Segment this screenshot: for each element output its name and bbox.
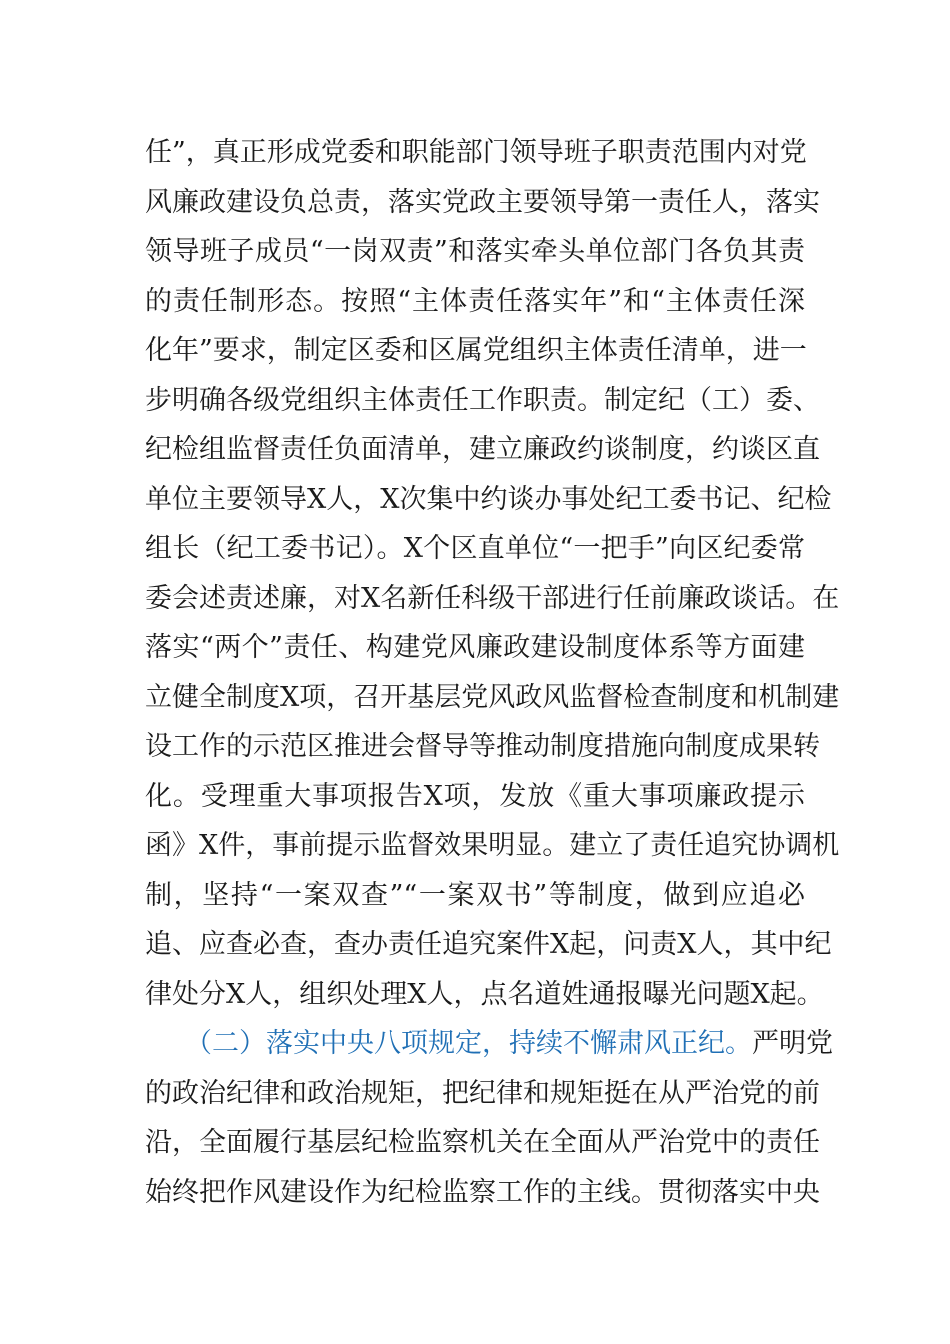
section-heading-line xyxy=(185,1024,833,1064)
paragraph-line: 函》X件，事前提示监督效果明显。建立了责任追究协调机 xyxy=(145,830,840,861)
paragraph-line: 追、应查必查，查办责任追究案件X起，问责X人，其中纪 xyxy=(145,929,832,960)
paragraph-line: 的政治纪律和政治规矩，把纪律和规矩挺在从严治党的前 xyxy=(145,1078,820,1109)
paragraph-line: 沿，全面履行基层纪检监察机关在全面从严治党中的责任 xyxy=(145,1127,820,1158)
paragraph-line: 领导班子成员“一岗双责”和落实牵头单位部门各负其责 xyxy=(145,236,805,267)
paragraph-line: 的责任制形态。按照“主体责任落实年”和“主体责任深 xyxy=(145,286,805,317)
paragraph-line: 组长（纪工委书记）。X个区直单位“一把手”向区纪委常 xyxy=(145,533,805,564)
section-heading-continuation: 严明党 xyxy=(752,1028,833,1059)
paragraph-line: 立健全制度X项，召开基层党风政风监督检查制度和机制建 xyxy=(145,682,840,713)
paragraph-line: 纪检组监督责任负面清单，建立廉政约谈制度，约谈区直 xyxy=(145,434,820,465)
paragraph-line: 单位主要领导X人，X次集中约谈办事处纪工委书记、纪检 xyxy=(145,484,832,515)
paragraph-line: 任”，真正形成党委和职能部门领导班子职责范围内对党 xyxy=(145,137,807,168)
paragraph-line: 落实“两个”责任、构建党风廉政建设制度体系等方面建 xyxy=(145,632,805,663)
paragraph-line: 化。受理重大事项报告X项，发放《重大事项廉政提示 xyxy=(145,781,805,812)
paragraph-line: 始终把作风建设作为纪检监察工作的主线。贯彻落实中央 xyxy=(145,1177,820,1208)
paragraph-line: 律处分X人，组织处理X人，点名道姓通报曝光问题X起。 xyxy=(145,979,824,1010)
paragraph-line: 步明确各级党组织主体责任工作职责。制定纪（工）委、 xyxy=(145,385,820,416)
section-heading: （二）落实中央八项规定，持续不懈肃风正纪。 xyxy=(185,1028,752,1059)
paragraph-line: 委会述责述廉，对X名新任科级干部进行任前廉政谈话。在 xyxy=(145,583,840,614)
paragraph-line: 化年”要求，制定区委和区属党组织主体责任清单，进一 xyxy=(145,335,807,366)
paragraph-line: 风廉政建设负总责，落实党政主要领导第一责任人，落实 xyxy=(145,187,820,218)
paragraph-line: 制，坚持“一案双查”“一案双书”等制度，做到应追必 xyxy=(145,880,805,911)
paragraph-line: 设工作的示范区推进会督导等推动制度措施向制度成果转 xyxy=(145,731,820,762)
